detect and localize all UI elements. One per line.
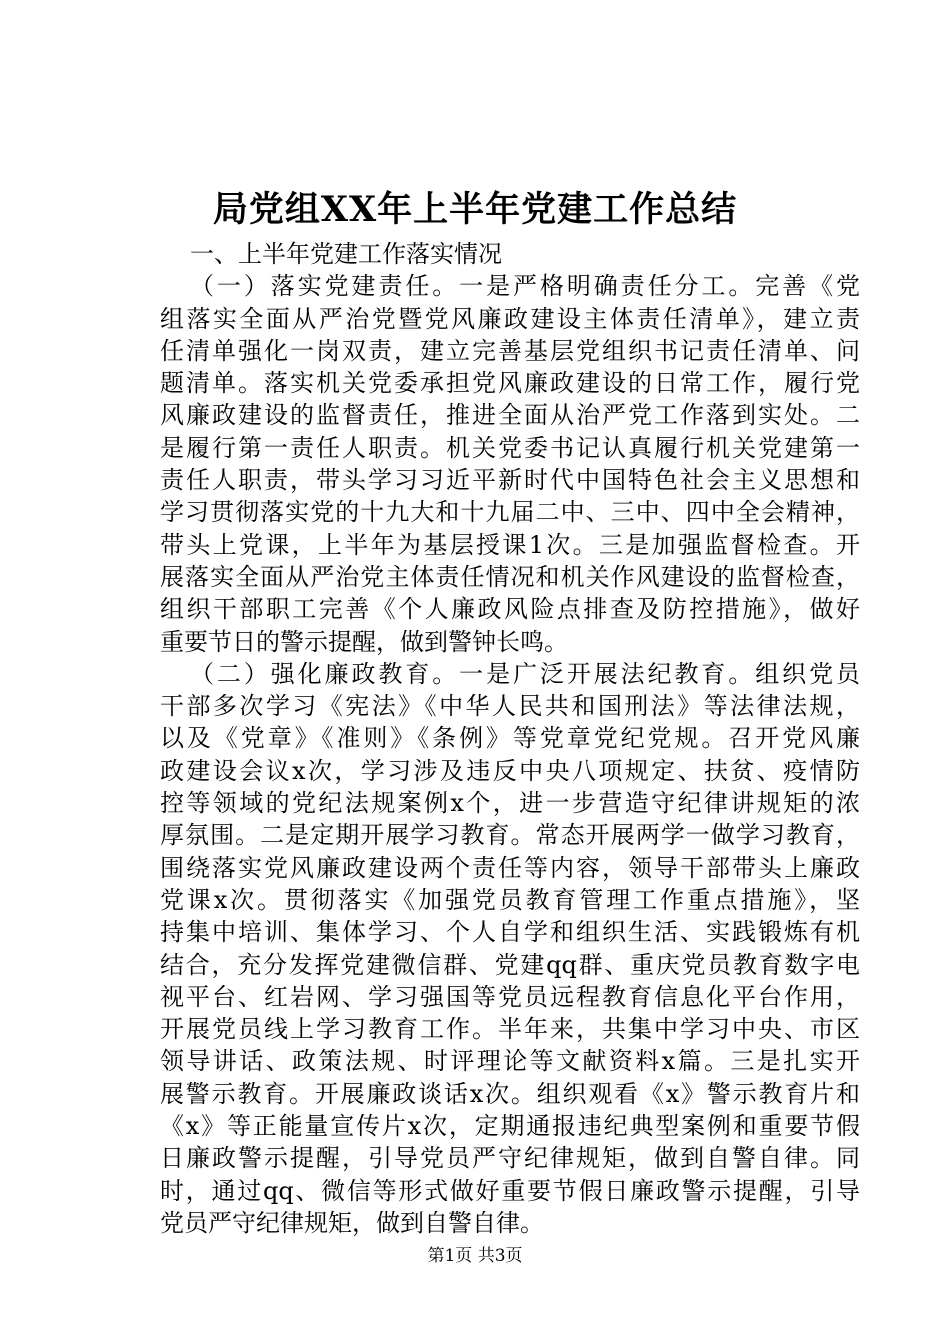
paragraph-line: 开展党员线上学习教育工作。半年来，共集中学习中央、市区 — [160, 1015, 860, 1044]
paragraph-line: 视平台、红岩网、学习强国等党员远程教育信息化平台作用， — [160, 982, 860, 1011]
paragraph-line: 时，通过qq、微信等形式做好重要节假日廉政警示提醒，引导 — [160, 1176, 860, 1205]
paragraph-line: 围绕落实党风廉政建设两个责任等内容，领导干部带头上廉政 — [160, 853, 860, 882]
paragraph-line: 厚氛围。二是定期开展学习教育。常态开展两学一做学习教育， — [160, 821, 860, 850]
paragraph-line: 干部多次学习《宪法》《中华人民共和国刑法》等法律法规， — [160, 692, 860, 721]
paragraph-responsibility — [160, 270, 860, 658]
paragraph-line: 风廉政建设的监督责任，推进全面从治严党工作落到实处。二 — [160, 401, 860, 430]
paragraph-line: 题清单。落实机关党委承担党风廉政建设的日常工作，履行党 — [160, 369, 860, 398]
paragraph-line: 重要节日的警示提醒，做到警钟长鸣。 — [160, 627, 568, 656]
section-heading: 一、上半年党建工作落实情况 — [190, 240, 502, 268]
paragraph-line: （一）落实党建责任。一是严格明确责任分工。完善《党 — [190, 272, 860, 301]
paragraph-line: 党课x次。贯彻落实《加强党员教育管理工作重点措施》，坚 — [160, 885, 860, 914]
paragraph-line: 是履行第一责任人职责。机关党委书记认真履行机关党建第一 — [160, 433, 860, 462]
paragraph-line: 任清单强化一岗双责，建立完善基层党组织书记责任清单、问 — [160, 336, 860, 365]
paragraph-line: 《x》等正能量宣传片x次，定期通报违纪典型案例和重要节假 — [160, 1112, 860, 1141]
paragraph-line: 带头上党课，上半年为基层授课1次。三是加强监督检查。开 — [160, 530, 860, 559]
paragraph-line: 责任人职责，带头学习习近平新时代中国特色社会主义思想和 — [160, 466, 860, 495]
document-body — [160, 238, 860, 1239]
paragraph-line: 学习贯彻落实党的十九大和十九届二中、三中、四中全会精神， — [160, 498, 860, 527]
paragraph-line: 控等领域的党纪法规案例x个，进一步营造守纪律讲规矩的浓 — [160, 789, 860, 818]
paragraph-line: 日廉政警示提醒，引导党员严守纪律规矩，做到自警自律。同 — [160, 1144, 860, 1173]
paragraph-education — [160, 658, 860, 1239]
paragraph-line: 组织干部职工完善《个人廉政风险点排查及防控措施》，做好 — [160, 595, 860, 624]
paragraph-line: 展警示教育。开展廉政谈话x次。组织观看《x》警示教育片和 — [160, 1079, 860, 1108]
paragraph-line: 展落实全面从严治党主体责任情况和机关作风建设的监督检查， — [160, 562, 860, 591]
paragraph-line: 以及《党章》《准则》《条例》等党章党纪党规。召开党风廉 — [160, 724, 860, 753]
paragraph-line: 党员严守纪律规矩，做到自警自律。 — [160, 1208, 544, 1237]
paragraph-line: 持集中培训、集体学习、个人自学和组织生活、实践锻炼有机 — [160, 918, 860, 947]
page-footer: 第1页 共3页 — [427, 1246, 523, 1266]
paragraph-line: （二）强化廉政教育。一是广泛开展法纪教育。组织党员 — [190, 659, 860, 688]
paragraph-line: 组落实全面从严治党暨党风廉政建设主体责任清单》，建立责 — [160, 304, 860, 333]
paragraph-line: 政建设会议x次，学习涉及违反中央八项规定、扶贫、疫情防 — [160, 756, 860, 785]
paragraph-line: 领导讲话、政策法规、时评理论等文献资料x篇。三是扎实开 — [160, 1047, 860, 1076]
document-title: 局党组XX年上半年党建工作总结 — [212, 189, 738, 230]
paragraph-line: 结合，充分发挥党建微信群、党建qq群、重庆党员教育数字电 — [160, 950, 860, 979]
